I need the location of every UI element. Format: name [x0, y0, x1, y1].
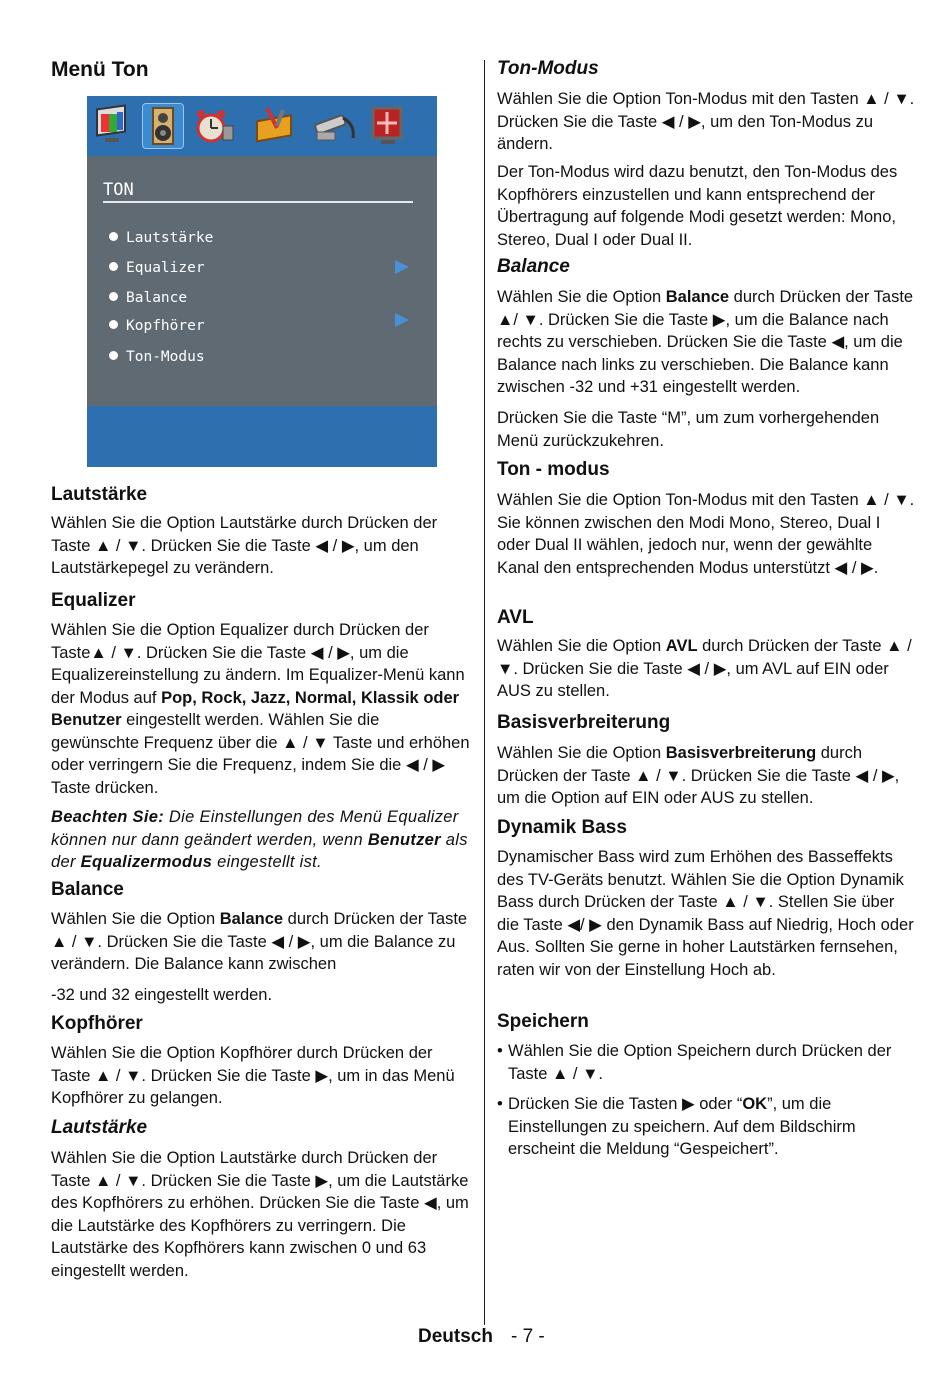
text-balance: Wählen Sie die Option Balance durch Drücken der Taste ▲ / ▼. Drücken Sie die Taste ◀ / ▶, um die Balance zu verändern. Die Balance kann zwischen	[51, 910, 468, 973]
heading-speichern: Speichern	[497, 1011, 589, 1032]
page-number: - 7 -	[510, 1326, 545, 1347]
text-ton-modus-2: Der Ton-Modus wird dazu benutzt, den Ton-Modus des Kopfhörers einzustellen und kann entsprechend der Übertragung auf folgende Modi gesetzt werden: Mono, Stereo, Dual I oder Dual II.	[497, 163, 898, 249]
text-balance-range: -32 und 32 eingestellt werden.	[51, 986, 273, 1004]
section-title: Menü Ton	[51, 58, 149, 81]
bullet-speichern-2: • Drücken Sie die Tasten ▶ oder “OK”, um die Einstellungen zu speichern. Auf dem Bildschirm erscheint die Meldung “Gespeichert”.	[497, 1095, 856, 1158]
bullet-icon	[109, 292, 118, 301]
menu-footer-bar	[87, 406, 437, 467]
sound-menu-screenshot	[87, 96, 437, 467]
page-footer	[418, 1326, 545, 1348]
bullet-icon	[109, 262, 118, 271]
heading-ton-modus-2: Ton - modus	[497, 459, 610, 480]
heading-balance: Balance	[51, 879, 124, 900]
text-balance-right: Wählen Sie die Option Balance durch Drücken der Taste ▲/ ▼. Drücken Sie die Taste ▶, um die Balance nach rechts zu verschieben. Drücken Sie die Taste ◀, um die Balance nach links zu verschieben. Die Balance kann zwischen -32 und +31 eingestellt werden.	[497, 288, 914, 396]
text-balance-back: Drücken Sie die Taste “M”, um zum vorhergehenden Menü zurückzukehren.	[497, 409, 880, 450]
speaker-icon	[143, 104, 183, 148]
menu-item-kopfhoerer[interactable]: Kopfhörer	[109, 318, 205, 334]
note-equalizer: Beachten Sie: Die Einstellungen des Menü Equalizer können nur dann geändert werden, wenn Benutzer als der Equalizermodus eingestellt ist.	[51, 808, 468, 871]
cable-icon	[309, 104, 349, 148]
text-lautstaerke-kopfhoerer: Wählen Sie die Option Lautstärke durch Drücken der Taste ▲ / ▼. Drücken Sie die Taste ▶, um die Lautstärke des Kopfhörers zu erhöhen. Drücken Sie die Taste ◀, um die Lautstärke des Kopfhörers zu verringern. Die Lautstärke des Kopfhörers kann zwischen 0 und 63 eingestellt werden.	[51, 1149, 469, 1280]
bullet-speichern-1: • Wählen Sie die Option Speichern durch Drücken der Taste ▲ / ▼.	[497, 1042, 892, 1083]
text-equalizer: Wählen Sie die Option Equalizer durch Drücken der Taste▲ / ▼. Drücken Sie die Taste ◀ / ▶, um die Equalizereinstellung zu ändern. Im Equalizer-Menü kann der Modus auf Pop, Rock, Jazz, Normal, Klassik oder Benutzer eingestellt werden. Wählen Sie die gewünschte Frequenz über die ▲ / ▼ Taste und erhöhen oder verringern Sie die Frequenz, indem Sie die ◀ / ▶ Taste drücken.	[51, 621, 470, 797]
heading-balance-right: Balance	[497, 256, 570, 277]
heading-equalizer: Equalizer	[51, 590, 136, 611]
heading-ton-modus: Ton-Modus	[497, 58, 599, 79]
submenu-arrow-icon	[395, 260, 409, 274]
heading-basisverbreiterung: Basisverbreiterung	[497, 712, 671, 733]
menu-icon-bar	[87, 96, 437, 156]
heading-avl: AVL	[497, 607, 534, 628]
alarm-clock-icon	[193, 104, 233, 148]
menu-title-underline	[103, 201, 413, 203]
footer-language: Deutsch	[418, 1326, 493, 1347]
column-divider	[484, 60, 485, 1325]
text-dynamik-bass: Dynamischer Bass wird zum Erhöhen des Basseffekts des TV-Geräts benutzt. Wählen Sie die Option Dynamik Bass durch Drücken der Taste ▲ / ▼. Stellen Sie über die Taste ◀/ ▶ den Dynamik Bass auf Niedrig, Hoch oder Aus. Sollten Sie gerne in hoher Lautstärken fernsehen, raten wir von der Einstellung Hoch ab.	[497, 848, 914, 979]
text-ton-modus-1: Wählen Sie die Option Ton-Modus mit den Tasten ▲ / ▼. Drücken Sie die Taste ◀ / ▶, um den Ton-Modus zu ändern.	[497, 90, 915, 153]
heading-dynamik-bass: Dynamik Bass	[497, 817, 627, 838]
bullet-icon: •	[497, 1042, 503, 1060]
toolbox-icon	[253, 104, 293, 148]
text-basisverbreiterung: Wählen Sie die Option Basisverbreiterung durch Drücken der Taste ▲ / ▼. Drücken Sie die Taste ◀ / ▶, um die Option auf EIN oder AUS zu stellen.	[497, 744, 900, 807]
bullet-icon	[109, 232, 118, 241]
text-lautstaerke: Wählen Sie die Option Lautstärke durch Drücken der Taste ▲ / ▼. Drücken Sie die Taste ◀ / ▶, um den Lautstärkepegel zu verändern.	[51, 514, 438, 577]
text-avl: Wählen Sie die Option AVL durch Drücken der Taste ▲ / ▼. Drücken Sie die Taste ◀ / ▶, um AVL auf EIN oder AUS zu stellen.	[497, 637, 912, 700]
bullet-icon	[109, 320, 118, 329]
menu-item-ton-modus[interactable]: Ton-Modus	[109, 349, 205, 365]
tv-icon	[93, 104, 133, 148]
bullet-icon: •	[497, 1095, 503, 1113]
text-kopfhoerer: Wählen Sie die Option Kopfhörer durch Drücken der Taste ▲ / ▼. Drücken Sie die Taste ▶, um in das Menü Kopfhörer zu gelangen.	[51, 1044, 455, 1107]
bullet-icon	[109, 351, 118, 360]
menu-item-balance[interactable]: Balance	[109, 290, 187, 306]
menu-item-equalizer[interactable]: Equalizer	[109, 260, 205, 276]
menu-title: TON	[103, 180, 134, 200]
menu-item-lautstaerke[interactable]: Lautstärke	[109, 230, 213, 246]
settings-screen-icon	[367, 104, 407, 148]
submenu-arrow-icon	[395, 313, 409, 327]
heading-kopfhoerer: Kopfhörer	[51, 1013, 143, 1034]
heading-lautstaerke: Lautstärke	[51, 484, 148, 505]
text-ton-modus-3: Wählen Sie die Option Ton-Modus mit den Tasten ▲ / ▼. Sie können zwischen den Modi Mono, Stereo, Dual I oder Dual II wählen, jedoch nur, wenn der gewählte Kanal den entsprechenden Modus unterstützt ◀ / ▶.	[497, 491, 915, 577]
heading-lautstaerke-kopfhoerer: Lautstärke	[51, 1117, 148, 1138]
